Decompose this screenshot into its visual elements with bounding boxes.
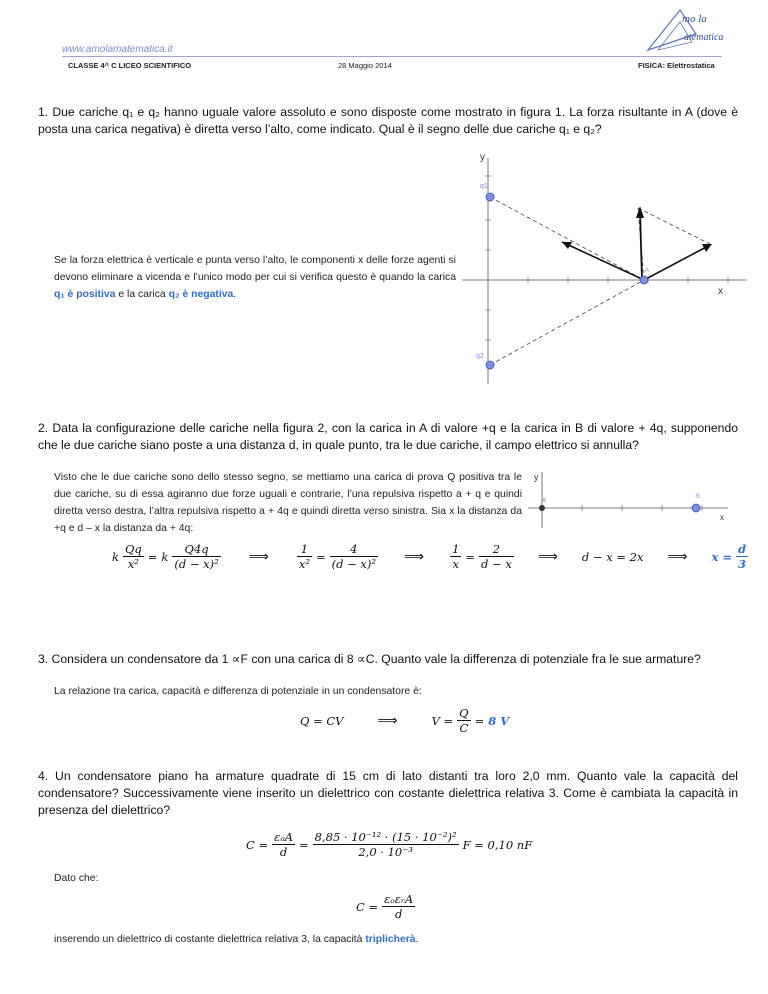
fig2-label-A: A xyxy=(542,498,547,504)
fig1-y-label: y xyxy=(480,152,485,163)
fig2-label-B: B xyxy=(696,494,701,500)
equation-3: Q = CV ⟹ V = $\frac{Q}{C}$ = 8 V xyxy=(300,706,510,735)
question-4: 4. Un condensatore piano ha armature quadrate di 15 cm di lato distanti tra loro 2,0 mm. Quanto vale la capacità del condensatore? Successivamente viene inserito un dielettrico con costante dielettrica relativa 3. Come è cambiata la capacità in presenza del dielettrico? xyxy=(38,769,738,817)
figure-1 xyxy=(462,146,752,386)
answer-3: La relazione tra carica, capacità e differenza di potenziale in un condensatore è: xyxy=(54,686,422,697)
site-url: www.amolamatematica.it xyxy=(62,44,173,55)
fig1-label-A: A xyxy=(645,268,650,274)
fig1-dash-q1 xyxy=(490,197,644,280)
question-3: 3. Considera un condensatore da 1 ∝F con una carica di 8 ∝C. Quanto vale la differenza di potenziale fra le sue armature? xyxy=(38,652,701,666)
fig2-x-label: x xyxy=(720,513,724,522)
answer-1: Se la forza elettrica è verticale e punta verso l’alto, le componenti x delle forze agenti si devono eliminare a vicenda e l’unico modo per cui si verifica questo è quando la carica q₁ è positiva e la carica q₂ è negativa. xyxy=(54,255,456,300)
fig1-dash-right xyxy=(638,208,712,245)
fig1-label-q2: q2 xyxy=(476,353,484,360)
fig1-force-left xyxy=(562,242,644,280)
fig1-label-q1: q1 xyxy=(480,183,488,190)
fig1-dash-q2 xyxy=(490,280,644,365)
equation-4b: C = $\frac{\text{εₒεᵣA}}{d}$ xyxy=(356,892,414,921)
header-class: CLASSE 4^ C LICEO SCIENTIFICO xyxy=(68,61,192,70)
header-subject: FISICA: Elettrostatica xyxy=(638,61,715,70)
logo xyxy=(640,6,740,56)
svg-text:mo la: mo la xyxy=(682,13,707,25)
dato-label: Dato che: xyxy=(54,873,99,884)
equation-4a: C = $\frac{\text{εₒA}}{d}$ = $\frac{\text{8,85 · 10⁻¹² · (15 · 10⁻²)²}}{\text{2,0 · 10⁻³}}$ F = 0,10 nF xyxy=(246,830,533,859)
header-date: 28 Maggio 2014 xyxy=(338,61,392,70)
question-2: 2. Data la configurazione delle cariche nella figura 2, con la carica in A di valore +q e la carica in B di valore + 4q, supponendo che le due cariche siano poste a una distanza d, in quale punto, tra le due cariche, il campo elettrico si annulla? xyxy=(38,421,738,452)
answer-2: Visto che le due cariche sono dello stesso segno, se mettiamo una carica di prova Q positiva tra le due cariche, su di essa agiranno due forze uguali e contrarie, l’una repulsiva rispetto a + q e quindi diretta verso destra, l’altra repulsiva rispetto a + 4q e quindi diretta verso sinistra. Sia x la distanza da +q e d – x la distanza da + 4q: xyxy=(54,472,522,534)
equation-2: k $\frac{Qq}{\text{x²}}$ = k $\frac{Q4q}{\text{(d − x)²}}$ ⟹ $\frac{1}{\text{x²}}$ = $\frac{4}{\text{(d − x)²}}$ ⟹ $\frac{1}{x}$ = $\frac{2}{d - x}$ ⟹ d − x = 2x ⟹ x = $\frac{d}{3}$ xyxy=(112,542,747,571)
fig1-charge-q2 xyxy=(486,361,494,369)
fig1-force-result xyxy=(640,210,642,280)
figure-2 xyxy=(528,470,738,530)
fig2-charge-B xyxy=(692,504,700,512)
header-divider xyxy=(62,56,722,57)
fig2-charge-A xyxy=(539,505,545,511)
fig1-x-label: x xyxy=(718,286,723,297)
fig1-force-right xyxy=(644,245,710,280)
logo-icon xyxy=(640,6,740,56)
fig1-charge-q1 xyxy=(486,193,494,201)
fig2-y-label: y xyxy=(534,472,539,482)
fig1-charge-A xyxy=(640,276,648,284)
answer-4: inserendo un dielettrico di costante dielettrica relativa 3, la capacità triplicherà. xyxy=(54,934,419,945)
svg-text:atematica: atematica xyxy=(684,32,724,43)
question-1: 1. Due cariche q₁ e q₂ hanno uguale valore assoluto e sono disposte come mostrato in figura 1. La forza risultante in A (dove è posta una carica negativa) è diretta verso l’alto, come indicato. Qual è il segno delle due cariche q₁ e q₂? xyxy=(38,105,738,136)
